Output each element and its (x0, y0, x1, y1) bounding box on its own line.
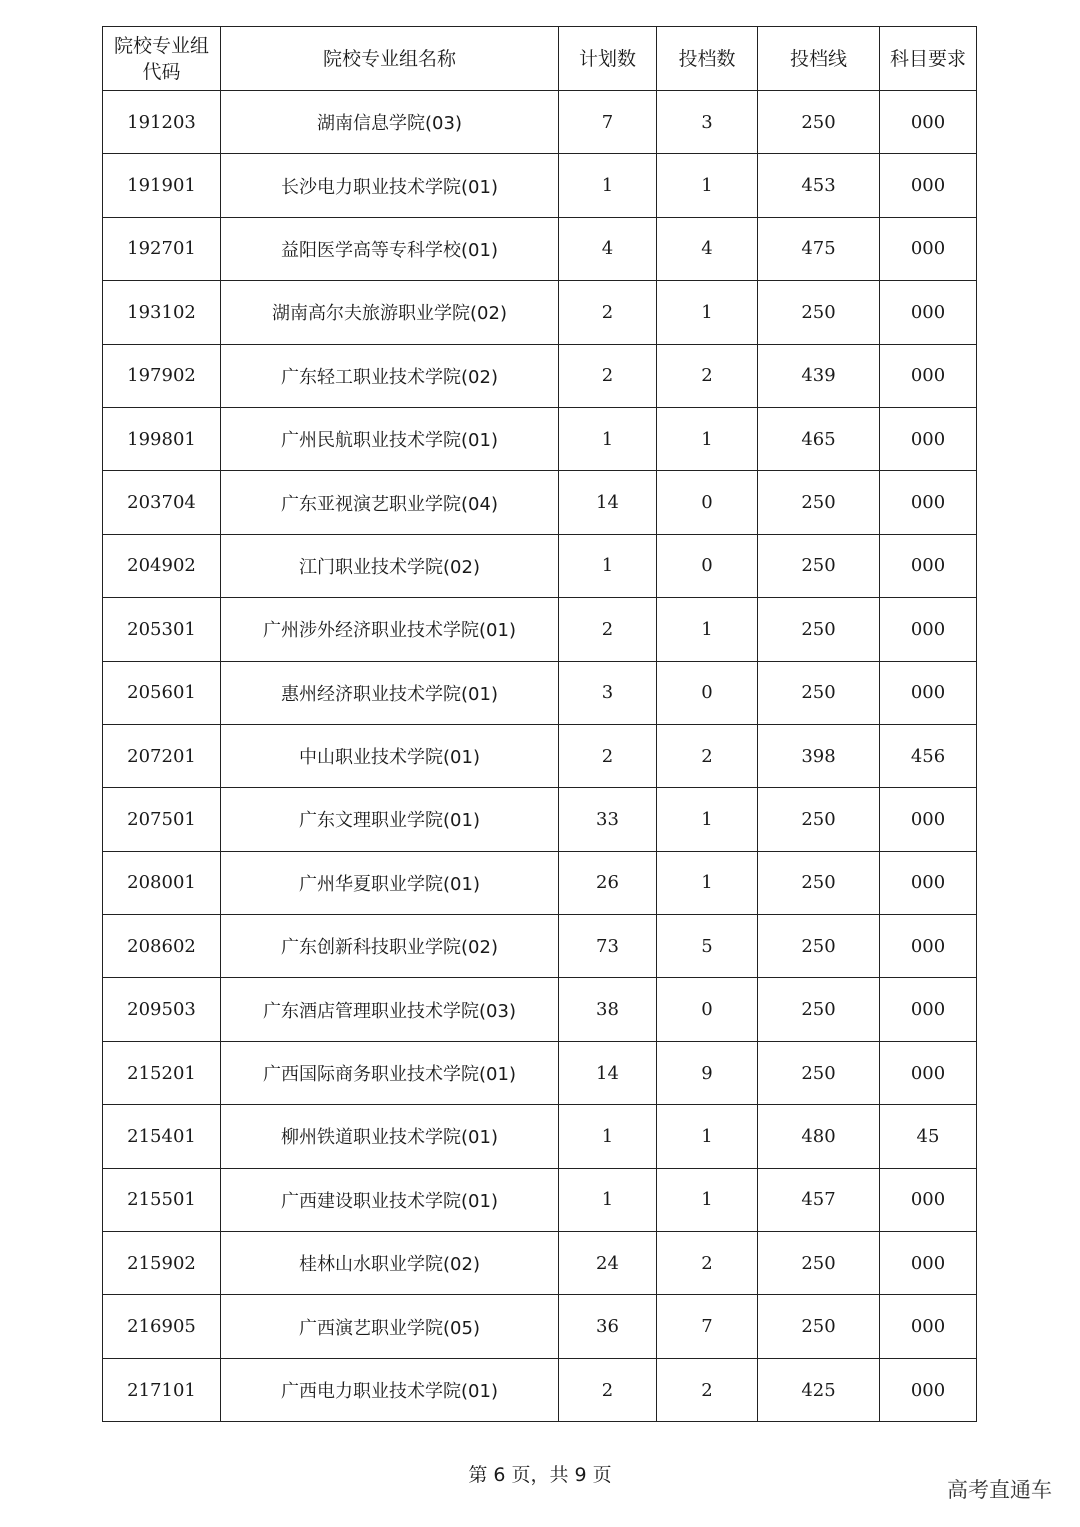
group-name-cell: 中山职业技术学院(01) (221, 724, 559, 787)
cutoff-score-cell: 250 (758, 1295, 880, 1358)
group-code-cell: 217101 (103, 1358, 221, 1421)
watermark-text: 高考直通车 (947, 1478, 1052, 1502)
group-name-cell: 广西国际商务职业技术学院(01) (221, 1041, 559, 1104)
admission-table (102, 26, 977, 1422)
subject-requirement-cell: 000 (880, 1168, 977, 1231)
group-name-cell: 广东亚视演艺职业学院(04) (221, 471, 559, 534)
cutoff-score-cell: 250 (758, 598, 880, 661)
subject-requirement-cell: 000 (880, 1358, 977, 1421)
table-row (103, 281, 977, 344)
subject-requirement-cell: 000 (880, 281, 977, 344)
subject-requirement-cell: 000 (880, 1041, 977, 1104)
table-row (103, 724, 977, 787)
table-row (103, 978, 977, 1041)
subject-requirement-cell: 000 (880, 217, 977, 280)
plan-count-cell: 24 (559, 1232, 657, 1295)
plan-count-cell: 1 (559, 1105, 657, 1168)
plan-count-cell: 14 (559, 471, 657, 534)
group-name-cell: 广州民航职业技术学院(01) (221, 407, 559, 470)
cutoff-score-cell: 250 (758, 851, 880, 914)
table-row (103, 407, 977, 470)
table-row (103, 598, 977, 661)
admitted-count-cell: 2 (657, 1358, 758, 1421)
group-code-cell: 207501 (103, 788, 221, 851)
cutoff-score-cell: 480 (758, 1105, 880, 1168)
subject-requirement-cell: 000 (880, 91, 977, 154)
admitted-count-cell: 7 (657, 1295, 758, 1358)
subject-requirement-cell: 000 (880, 1232, 977, 1295)
admitted-count-cell: 1 (657, 407, 758, 470)
header-subject-requirement: 科目要求 (880, 27, 977, 91)
cutoff-score-cell: 475 (758, 217, 880, 280)
table-row (103, 534, 977, 597)
group-code-cell: 192701 (103, 217, 221, 280)
plan-count-cell: 38 (559, 978, 657, 1041)
plan-count-cell: 2 (559, 344, 657, 407)
admitted-count-cell: 1 (657, 598, 758, 661)
table-row (103, 471, 977, 534)
header-cutoff-score: 投档线 (758, 27, 880, 91)
plan-count-cell: 14 (559, 1041, 657, 1104)
group-name-cell: 广西电力职业技术学院(01) (221, 1358, 559, 1421)
admitted-count-cell: 2 (657, 1232, 758, 1295)
plan-count-cell: 1 (559, 534, 657, 597)
page-number: 第 6 页，共 9 页 (468, 1464, 612, 1486)
subject-requirement-cell: 000 (880, 598, 977, 661)
header-group-code-label: 院校专业组 代码 (113, 34, 209, 83)
header-admitted-count: 投档数 (657, 27, 758, 91)
group-name-cell: 广西建设职业技术学院(01) (221, 1168, 559, 1231)
group-code-cell: 199801 (103, 407, 221, 470)
table-row (103, 915, 977, 978)
plan-count-cell: 33 (559, 788, 657, 851)
group-code-cell: 208001 (103, 851, 221, 914)
cutoff-score-cell: 465 (758, 407, 880, 470)
table-row (103, 1295, 977, 1358)
group-code-cell: 205601 (103, 661, 221, 724)
admitted-count-cell: 0 (657, 978, 758, 1041)
cutoff-score-cell: 250 (758, 91, 880, 154)
group-code-cell: 215201 (103, 1041, 221, 1104)
plan-count-cell: 2 (559, 1358, 657, 1421)
admitted-count-cell: 2 (657, 724, 758, 787)
group-name-cell: 江门职业技术学院(02) (221, 534, 559, 597)
cutoff-score-cell: 453 (758, 154, 880, 217)
subject-requirement-cell: 000 (880, 915, 977, 978)
group-code-cell: 215401 (103, 1105, 221, 1168)
group-name-cell: 益阳医学高等专科学校(01) (221, 217, 559, 280)
group-name-cell: 广东酒店管理职业技术学院(03) (221, 978, 559, 1041)
plan-count-cell: 4 (559, 217, 657, 280)
cutoff-score-cell: 250 (758, 534, 880, 597)
group-code-cell: 216905 (103, 1295, 221, 1358)
subject-requirement-cell: 000 (880, 534, 977, 597)
table-row (103, 91, 977, 154)
group-name-cell: 惠州经济职业技术学院(01) (221, 661, 559, 724)
group-name-cell: 湖南高尔夫旅游职业学院(02) (221, 281, 559, 344)
subject-requirement-cell: 000 (880, 1295, 977, 1358)
group-code-cell: 191203 (103, 91, 221, 154)
group-name-cell: 桂林山水职业学院(02) (221, 1232, 559, 1295)
plan-count-cell: 36 (559, 1295, 657, 1358)
subject-requirement-cell: 000 (880, 154, 977, 217)
cutoff-score-cell: 250 (758, 915, 880, 978)
plan-count-cell: 73 (559, 915, 657, 978)
table-row (103, 1232, 977, 1295)
header-plan-count: 计划数 (559, 27, 657, 91)
admitted-count-cell: 0 (657, 661, 758, 724)
admitted-count-cell: 1 (657, 1105, 758, 1168)
plan-count-cell: 1 (559, 154, 657, 217)
table-row (103, 788, 977, 851)
subject-requirement-cell: 45 (880, 1105, 977, 1168)
subject-requirement-cell: 000 (880, 661, 977, 724)
table-row (103, 217, 977, 280)
group-code-cell: 193102 (103, 281, 221, 344)
plan-count-cell: 7 (559, 91, 657, 154)
subject-requirement-cell: 000 (880, 788, 977, 851)
plan-count-cell: 3 (559, 661, 657, 724)
group-code-cell: 215501 (103, 1168, 221, 1231)
group-code-cell: 205301 (103, 598, 221, 661)
group-name-cell: 广东文理职业学院(01) (221, 788, 559, 851)
cutoff-score-cell: 250 (758, 471, 880, 534)
plan-count-cell: 1 (559, 1168, 657, 1231)
admitted-count-cell: 0 (657, 534, 758, 597)
cutoff-score-cell: 250 (758, 978, 880, 1041)
table-row (103, 1105, 977, 1168)
admitted-count-cell: 5 (657, 915, 758, 978)
cutoff-score-cell: 250 (758, 281, 880, 344)
subject-requirement-cell: 000 (880, 978, 977, 1041)
group-name-cell: 广州华夏职业学院(01) (221, 851, 559, 914)
group-code-cell: 207201 (103, 724, 221, 787)
group-name-cell: 广东创新科技职业学院(02) (221, 915, 559, 978)
subject-requirement-cell: 456 (880, 724, 977, 787)
admitted-count-cell: 1 (657, 851, 758, 914)
subject-requirement-cell: 000 (880, 407, 977, 470)
group-code-cell: 197902 (103, 344, 221, 407)
cutoff-score-cell: 250 (758, 661, 880, 724)
subject-requirement-cell: 000 (880, 851, 977, 914)
plan-count-cell: 1 (559, 407, 657, 470)
admitted-count-cell: 1 (657, 1168, 758, 1231)
table-body (103, 91, 977, 1422)
group-name-cell: 广州涉外经济职业技术学院(01) (221, 598, 559, 661)
group-code-cell: 215902 (103, 1232, 221, 1295)
plan-count-cell: 2 (559, 598, 657, 661)
admitted-count-cell: 4 (657, 217, 758, 280)
cutoff-score-cell: 439 (758, 344, 880, 407)
table-row (103, 661, 977, 724)
group-code-cell: 191901 (103, 154, 221, 217)
cutoff-score-cell: 398 (758, 724, 880, 787)
plan-count-cell: 2 (559, 724, 657, 787)
plan-count-cell: 26 (559, 851, 657, 914)
group-name-cell: 广东轻工职业技术学院(02) (221, 344, 559, 407)
group-name-cell: 广西演艺职业学院(05) (221, 1295, 559, 1358)
group-name-cell: 长沙电力职业技术学院(01) (221, 154, 559, 217)
group-name-cell: 柳州铁道职业技术学院(01) (221, 1105, 559, 1168)
subject-requirement-cell: 000 (880, 344, 977, 407)
admitted-count-cell: 2 (657, 344, 758, 407)
cutoff-score-cell: 250 (758, 788, 880, 851)
admitted-count-cell: 0 (657, 471, 758, 534)
table-row (103, 1168, 977, 1231)
table-row (103, 1358, 977, 1421)
cutoff-score-cell: 250 (758, 1232, 880, 1295)
cutoff-score-cell: 457 (758, 1168, 880, 1231)
group-code-cell: 208602 (103, 915, 221, 978)
table-row (103, 154, 977, 217)
table-header-row (103, 27, 977, 91)
admitted-count-cell: 1 (657, 788, 758, 851)
subject-requirement-cell: 000 (880, 471, 977, 534)
group-name-cell: 湖南信息学院(03) (221, 91, 559, 154)
table-row (103, 344, 977, 407)
header-group-name: 院校专业组名称 (221, 27, 559, 91)
header-group-code (103, 27, 221, 91)
cutoff-score-cell: 250 (758, 1041, 880, 1104)
admitted-count-cell: 3 (657, 91, 758, 154)
admitted-count-cell: 1 (657, 281, 758, 344)
group-code-cell: 209503 (103, 978, 221, 1041)
group-code-cell: 203704 (103, 471, 221, 534)
table-row (103, 851, 977, 914)
table-row (103, 1041, 977, 1104)
group-code-cell: 204902 (103, 534, 221, 597)
admitted-count-cell: 1 (657, 154, 758, 217)
plan-count-cell: 2 (559, 281, 657, 344)
cutoff-score-cell: 425 (758, 1358, 880, 1421)
admitted-count-cell: 9 (657, 1041, 758, 1104)
